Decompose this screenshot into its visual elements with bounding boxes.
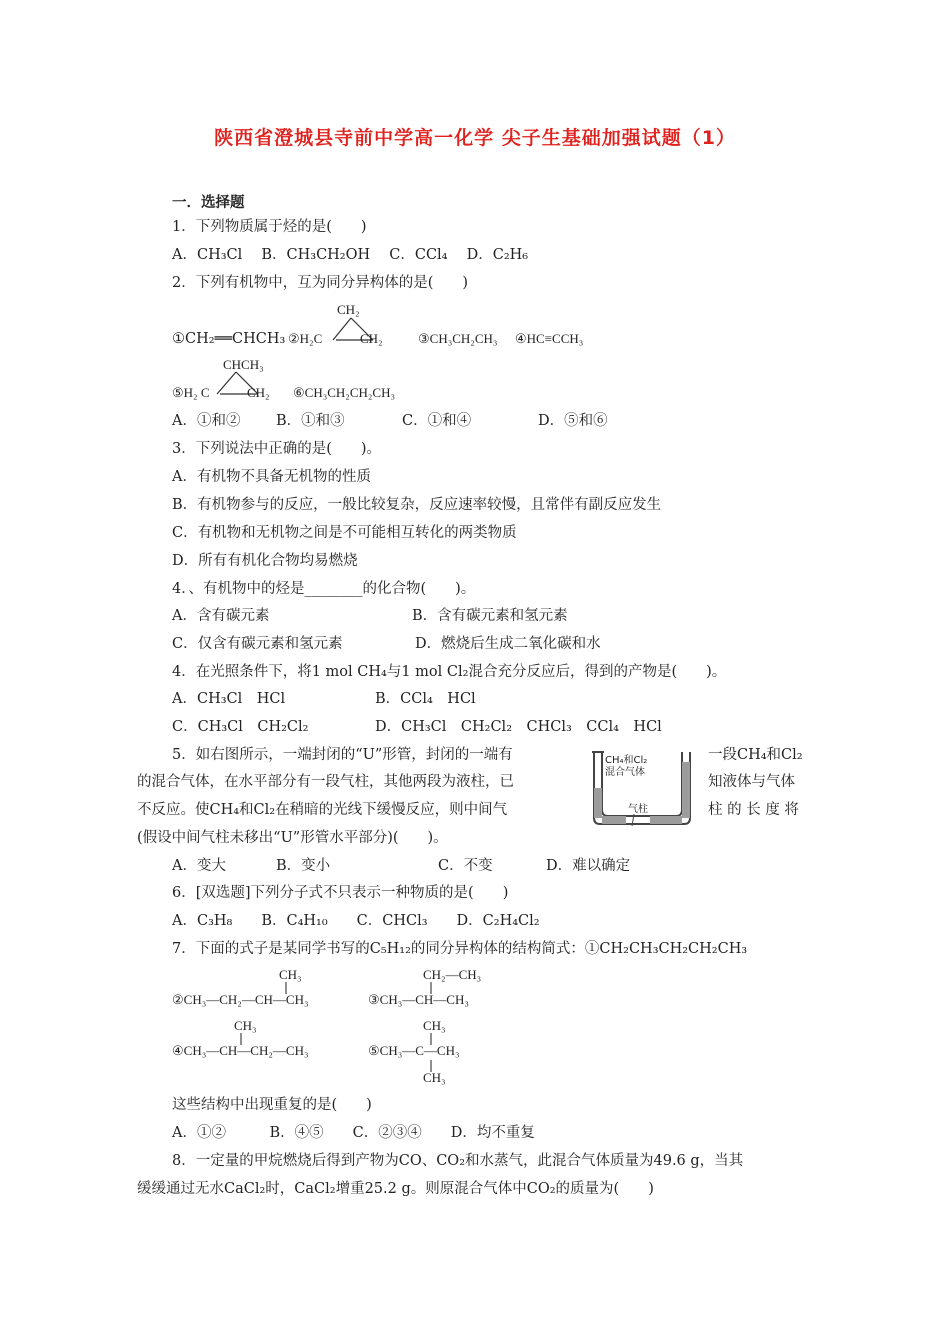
q4b-opt-d: D．CH₃Cl CH₂Cl₂ CHCl₃ CCl₄ HCl (375, 719, 662, 735)
q7-question: 这些结构中出现重复的是( ) (172, 1097, 372, 1113)
q7-s5-top: CH₃ (423, 1018, 446, 1033)
q7-s2-top: CH₃ (279, 967, 302, 982)
q5-opt-b: B．变小 (276, 858, 331, 874)
q2-c2-prefix: ②H₂C (288, 331, 323, 346)
q2-c5-prefix: ⑤H₂ C (172, 385, 210, 400)
q2-c2-right: CH₂ (360, 331, 383, 346)
q4b-opt-a: A．CH₃Cl HCl (172, 691, 286, 707)
q5-line4: (假设中间气柱未移出“U”形管水平部分)( )。 (137, 830, 448, 846)
q4a-stem: 4．、有机物中的烃是________的化合物( )。 (172, 581, 476, 597)
q4b-stem: 4．在光照条件下，将1 mol CH₄与1 mol Cl₂混合充分反应后，得到的产物是( )。 (172, 664, 727, 680)
q4a-opt-a: A．含有碳元素 (172, 608, 270, 624)
q2-c1: ①CH₂══CHCH₃ (172, 331, 286, 347)
q5-line2b: 知液体与气体 (708, 774, 795, 790)
q7-s3: ③CH₃—CH—CH₃ (368, 992, 469, 1007)
q2-c3: ③CH₃CH₂CH₃ (418, 331, 498, 346)
q1-stem: 1．下列物质属于烃的是( ) (172, 219, 367, 235)
q7-s5-bottom: CH₃ (423, 1070, 446, 1085)
page-title: 陕西省澄城县寺前中学高一化学 尖子生基础加强试题（1） (214, 127, 736, 149)
q3-opt-d: D．所有有机化合物均易燃烧 (172, 553, 358, 569)
q6-stem: 6．[双选题]下列分子式不只表示一种物质的是( ) (172, 885, 509, 901)
q4b-opt-b: B．CCl₄ HCl (375, 691, 476, 707)
q6-options: A．C₃H₈ B．C₄H₁₀ C．CHCl₃ D．C₂H₄Cl₂ (172, 913, 540, 929)
q8-line2: 缓缓通过无水CaCl₂时，CaCl₂增重25.2 g。则原混合气体中CO₂的质量为( ) (137, 1181, 654, 1197)
section-heading: 一．选择题 (172, 195, 245, 211)
q7-s4: ④CH₃—CH—CH₂—CH₃ (172, 1043, 309, 1058)
q7-s5: ⑤CH₃—C—CH₃ (368, 1043, 460, 1058)
q3-stem: 3．下列说法中正确的是( )。 (172, 441, 382, 457)
q2-stem: 2．下列有机物中，互为同分异构体的是( ) (172, 275, 469, 291)
q5-line2a: 的混合气体，在水平部分有一段气柱，其他两段为液柱，已 (137, 774, 514, 790)
q5-line1b: 一段CH₄和Cl₂ (708, 747, 803, 763)
q5-line3b: 柱 的 长 度 将 (708, 802, 799, 818)
q7-stem: 7．下面的式子是某同学书写的C₅H₁₂的同分异构体的结构简式：①CH₂CH₃CH₂CH₂CH₃ (172, 941, 748, 957)
q7-s3-top: CH₂—CH₃ (423, 967, 482, 982)
q2-opt-c: C．①和④ (402, 413, 472, 429)
q5-opt-d: D．难以确定 (546, 858, 631, 874)
q2-opt-a: A．①和② (172, 413, 241, 429)
u-tube-label-gas: CH₄和Cl₂ 混合气体 (605, 755, 648, 778)
q4a-opt-d: D．燃烧后生成二氧化碳和水 (415, 636, 601, 652)
q7-options: A．①② B．④⑤ C．②③④ D．均不重复 (172, 1125, 535, 1141)
q4b-opt-c: C．CH₃Cl CH₂Cl₂ (172, 719, 309, 735)
q7-s4-top: CH₃ (234, 1018, 257, 1033)
q2-opt-b: B．①和③ (276, 413, 345, 429)
q1-options: A．CH₃Cl B．CH₃CH₂OH C．CCl₄ D．C₂H₆ (172, 247, 529, 263)
q3-opt-c: C．有机物和无机物之间是不可能相互转化的两类物质 (172, 525, 517, 541)
q4a-opt-c: C．仅含有碳元素和氢元素 (172, 636, 343, 652)
q5-opt-a: A．变大 (172, 858, 226, 874)
q2-opt-d: D．⑤和⑥ (538, 413, 608, 429)
q2-c2-top: CH₂ (337, 302, 360, 317)
q2-c4: ④HC≡CCH₃ (515, 331, 584, 346)
u-tube-label-column: 气柱 (628, 804, 648, 815)
q8-line1: 8．一定量的甲烷燃烧后得到产物为CO、CO₂和水蒸气，此混合气体质量为49.6 g，当其 (172, 1153, 744, 1169)
q2-c5-right: CH₂ (247, 385, 270, 400)
q5-opt-c: C．不变 (438, 858, 493, 874)
q7-s2: ②CH₃—CH₂—CH—CH₃ (172, 992, 309, 1007)
q3-opt-a: A．有机物不具备无机物的性质 (172, 469, 371, 485)
q3-opt-b: B．有机物参与的反应，一般比较复杂，反应速率较慢，且常伴有副反应发生 (172, 497, 662, 513)
q2-c6: ⑥CH₃CH₂CH₂CH₃ (293, 385, 396, 400)
q2-c5-top: CHCH₃ (223, 357, 264, 372)
q4a-opt-b: B．含有碳元素和氢元素 (412, 608, 568, 624)
q5-line1a: 5．如右图所示，一端封闭的“U”形管，封闭的一端有 (172, 747, 513, 763)
q5-line3a: 不反应。使CH₄和Cl₂在稍暗的光线下缓慢反应，则中间气 (137, 802, 508, 818)
